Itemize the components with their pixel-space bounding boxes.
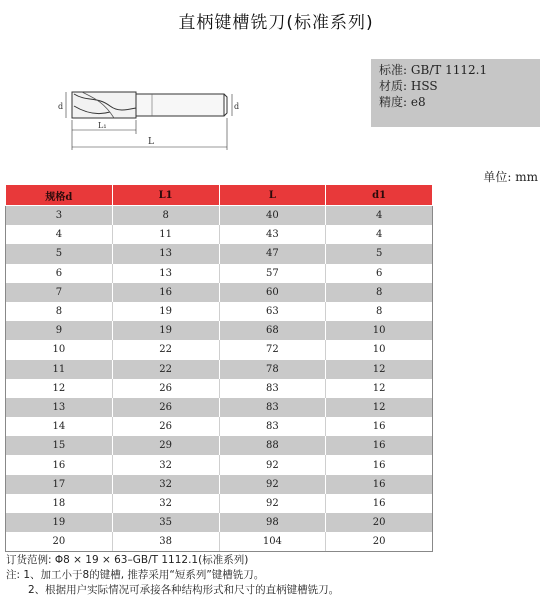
cell: 8: [6, 302, 113, 321]
cell: 16: [6, 455, 113, 474]
cell: 22: [112, 360, 219, 379]
cell: 88: [219, 436, 326, 455]
cell: 13: [112, 244, 219, 263]
table-row: [6, 436, 433, 455]
cell: 12: [326, 360, 433, 379]
cell: 4: [6, 225, 113, 244]
table-row: [6, 264, 433, 283]
cell: 20: [326, 532, 433, 552]
cell: 19: [6, 513, 113, 532]
cell: 7: [6, 283, 113, 302]
dim-l: L: [148, 137, 154, 147]
cell: 13: [6, 398, 113, 417]
table-row: [6, 302, 433, 321]
cell: 104: [219, 532, 326, 552]
cell: 26: [112, 398, 219, 417]
cell: 5: [326, 244, 433, 263]
cell: 92: [219, 494, 326, 513]
table-row: [6, 475, 433, 494]
dim-d-left: d: [58, 102, 64, 111]
cell: 83: [219, 398, 326, 417]
cell: 6: [326, 264, 433, 283]
cell: 32: [112, 475, 219, 494]
cell: 26: [112, 417, 219, 436]
table-row: [6, 417, 433, 436]
cell: 8: [326, 283, 433, 302]
cell: 60: [219, 283, 326, 302]
cell: 11: [112, 225, 219, 244]
table-row: [6, 340, 433, 359]
table-row: [6, 283, 433, 302]
end-mill-drawing: [52, 72, 252, 156]
spec-material: 材质: HSS: [379, 79, 438, 93]
cell: 12: [326, 398, 433, 417]
cell: 29: [112, 436, 219, 455]
cell: 20: [326, 513, 433, 532]
cell: 32: [112, 494, 219, 513]
table-row: [6, 244, 433, 263]
table-row: [6, 206, 433, 226]
cell: 92: [219, 455, 326, 474]
dim-l1: L₁: [98, 121, 107, 130]
table-row: [6, 321, 433, 340]
dim-d-right: d: [234, 102, 240, 111]
header-l1: L1: [112, 185, 219, 206]
cell: 16: [326, 436, 433, 455]
header-size: 规格d: [6, 185, 113, 206]
spec-precision: 精度: e8: [379, 95, 426, 109]
unit-label: 单位: mm: [483, 170, 538, 184]
cell: 9: [6, 321, 113, 340]
cell: 8: [112, 206, 219, 226]
cell: 22: [112, 340, 219, 359]
cell: 32: [112, 455, 219, 474]
order-example: 订货范例: Φ8 × 19 × 63–GB/T 1112.1(标准系列): [6, 554, 249, 566]
cell: 3: [6, 206, 113, 226]
cell: 68: [219, 321, 326, 340]
cell: 72: [219, 340, 326, 359]
cell: 57: [219, 264, 326, 283]
cell: 6: [6, 264, 113, 283]
header-l: L: [219, 185, 326, 206]
table-row: [6, 494, 433, 513]
cell: 38: [112, 532, 219, 552]
cell: 35: [112, 513, 219, 532]
cell: 10: [326, 340, 433, 359]
cell: 78: [219, 360, 326, 379]
cell: 16: [326, 494, 433, 513]
cell: 15: [6, 436, 113, 455]
cell: 16: [326, 475, 433, 494]
cell: 16: [326, 455, 433, 474]
cell: 19: [112, 302, 219, 321]
cell: 92: [219, 475, 326, 494]
cell: 4: [326, 225, 433, 244]
cell: 47: [219, 244, 326, 263]
table-row: [6, 532, 433, 552]
cell: 10: [326, 321, 433, 340]
cell: 4: [326, 206, 433, 226]
page-title: 直柄键槽铣刀(标准系列): [178, 13, 374, 33]
cell: 17: [6, 475, 113, 494]
cell: 19: [112, 321, 219, 340]
table-row: [6, 455, 433, 474]
table-row: [6, 379, 433, 398]
cell: 12: [326, 379, 433, 398]
cell: 26: [112, 379, 219, 398]
cell: 16: [112, 283, 219, 302]
cell: 14: [6, 417, 113, 436]
spec-standard: 标准: GB/T 1112.1: [379, 63, 488, 77]
cell: 16: [326, 417, 433, 436]
cell: 5: [6, 244, 113, 263]
table-row: [6, 225, 433, 244]
cell: 11: [6, 360, 113, 379]
cell: 20: [6, 532, 113, 552]
spec-table: [5, 184, 433, 552]
cell: 13: [112, 264, 219, 283]
cell: 40: [219, 206, 326, 226]
cell: 18: [6, 494, 113, 513]
spec-box: [371, 59, 540, 127]
note-1: 注: 1、加工小于8的键槽, 推荐采用“短系列”键槽铣刀。: [6, 569, 265, 581]
table-row: [6, 360, 433, 379]
notes: [6, 553, 339, 598]
cell: 8: [326, 302, 433, 321]
cell: 10: [6, 340, 113, 359]
table-row: [6, 398, 433, 417]
cell: 98: [219, 513, 326, 532]
cell: 43: [219, 225, 326, 244]
cell: 12: [6, 379, 113, 398]
note-2: 2、根据用户实际情况可承接各种结构形式和尺寸的直柄键槽铣刀。: [28, 584, 340, 596]
cell: 83: [219, 379, 326, 398]
header-d1: d1: [326, 185, 433, 206]
table-header-row: [6, 185, 433, 206]
cell: 83: [219, 417, 326, 436]
cell: 63: [219, 302, 326, 321]
table-row: [6, 513, 433, 532]
